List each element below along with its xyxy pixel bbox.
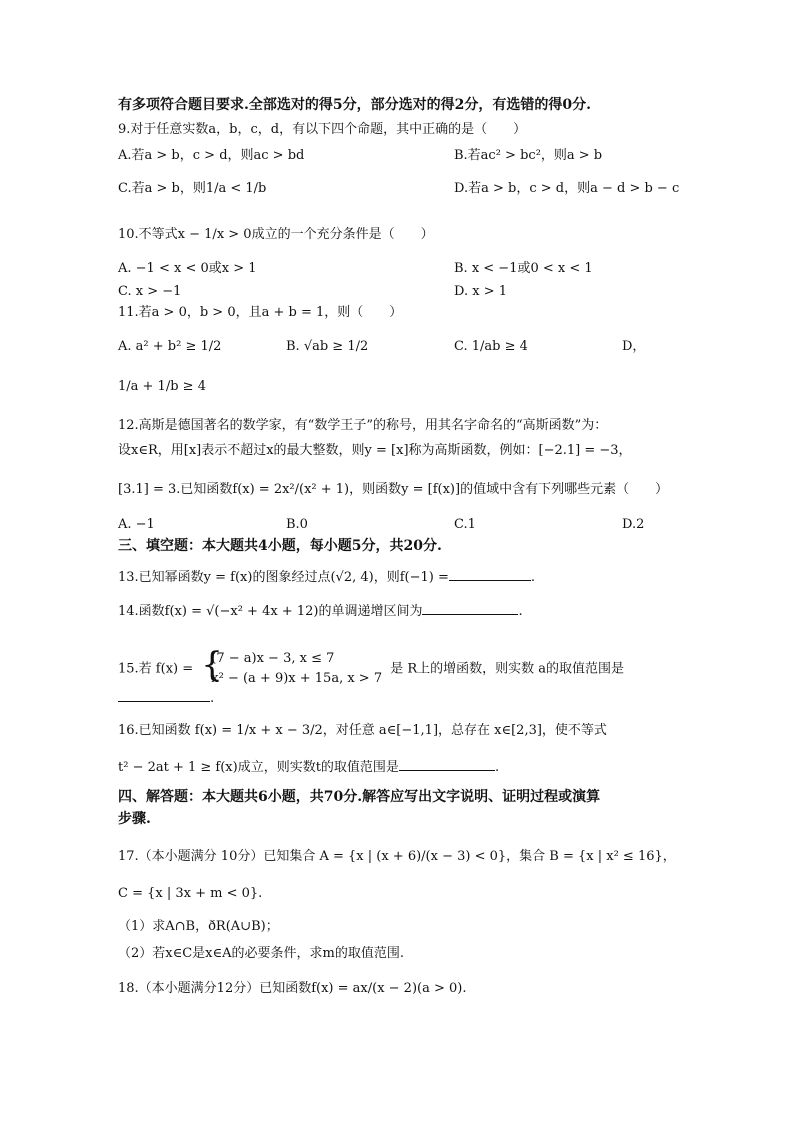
q12-option-a: A. −1	[118, 517, 155, 532]
q13-text: 13.已知幂函数y = f(x)的图象经过点(√2, 4)，则f(−1) =	[118, 570, 449, 585]
q14-text: 14.函数f(x) = √(−x² + 4x + 12)的单调递增区间为	[118, 604, 423, 619]
q15-case-2: x² − (a + 9)x + 15a, x > 7	[211, 671, 383, 686]
q12-line-3: [3.1] = 3.已知函数f(x) = 2x²/(x² + 1)，则函数y = [f(x)]的值域中含有下列哪些元素（ ）	[118, 482, 669, 497]
q16-line-1: 16.已知函数 f(x) = 1/x + x − 3/2，对任意 a∈[−1,1]，总存在 x∈[2,3]，使不等式	[118, 723, 607, 738]
q12-option-d: D.2	[622, 517, 645, 532]
q12-option-c: C.1	[454, 517, 476, 532]
q10-stem: 10.不等式x − 1/x > 0成立的一个充分条件是（ ）	[118, 227, 434, 242]
q11-option-a: A. a² + b² ≥ 1/2	[118, 339, 222, 354]
section-intro: 有多项符合题目要求.全部选对的得5分，部分选对的得2分，有选错的得0分.	[118, 97, 591, 113]
q13: 13.已知幂函数y = f(x)的图象经过点(√2, 4)，则f(−1) = .	[118, 566, 535, 587]
q11-option-d-body: 1/a + 1/b ≥ 4	[118, 379, 206, 394]
q11-option-d-label: D，	[622, 339, 646, 354]
q15-piecewise	[201, 645, 383, 689]
section-3-heading: 三、填空题：本大题共4小题，每小题5分，共20分.	[118, 538, 442, 554]
q15-answer-line: .	[118, 687, 214, 708]
q12-option-b: B.0	[286, 517, 308, 532]
section-4-heading-line-1: 四、解答题：本大题共6小题，共70分.解答应写出文字说明、证明过程或演算	[118, 789, 601, 805]
q9-option-c: C.若a > b，则1/a < 1/b	[118, 181, 267, 196]
q11-option-c: C. 1/ab ≥ 4	[454, 339, 528, 354]
q16-answer-blank	[399, 756, 495, 771]
q11-stem: 11.若a > 0，b > 0，且a + b = 1，则（ ）	[118, 305, 403, 320]
q14: 14.函数f(x) = √(−x² + 4x + 12)的单调递增区间为 .	[118, 600, 523, 621]
q10-option-c: C. x > −1	[118, 284, 182, 299]
q10-option-a: A. −1 < x < 0或x > 1	[118, 261, 257, 276]
q17-part-1: （1）求A∩B，ðR(A∪B)；	[118, 919, 279, 934]
q10-option-b: B. x < −1或0 < x < 1	[454, 261, 593, 276]
q15-case-1: (7 − a)x − 3, x ≤ 7	[211, 651, 335, 666]
q9-option-b: B.若ac² > bc²，则a > b	[454, 148, 603, 163]
q14-answer-blank	[422, 600, 518, 615]
q9-option-d: D.若a > b，c > d，则a − d > b − c	[454, 181, 680, 196]
q10-option-d: D. x > 1	[454, 284, 507, 299]
q17-part-2: （2）若x∈C是x∈A的必要条件，求m的取值范围.	[118, 946, 404, 961]
q12-line-1: 12.高斯是德国著名的数学家，有“数学王子”的称号，用其名字命名的“高斯函数”为：	[118, 418, 608, 433]
q15-prefix: 15.若 f(x) =	[118, 661, 194, 677]
q9-stem: 9.对于任意实数a，b，c，d，有以下四个命题，其中正确的是（ ）	[118, 122, 527, 137]
section-4-heading-line-2: 步骤.	[118, 811, 151, 827]
q15-suffix: 是 R上的增函数，则实数 a的取值范围是	[390, 661, 625, 677]
q17-line-2: C = {x | 3x + m < 0}.	[118, 886, 263, 901]
q11-option-b: B. √ab ≥ 1/2	[286, 339, 369, 354]
piecewise-brace-icon: {	[201, 645, 223, 685]
q15	[118, 645, 625, 689]
q12-line-2: 设x∈R，用[x]表示不超过x的最大整数，则y = [x]称为高斯函数，例如：[−2.1] = −3，	[118, 443, 632, 458]
q13-answer-blank	[449, 566, 531, 581]
q16-line-2-text: t² − 2at + 1 ≥ f(x)成立，则实数t的取值范围是	[118, 760, 399, 775]
q15-answer-blank	[118, 687, 210, 702]
q17-line-1: 17.（本小题满分 10分）已知集合 A = {x | (x + 6)/(x − 3) < 0}，集合 B = {x | x² ≤ 16}，	[118, 849, 676, 864]
q16-line-2: t² − 2at + 1 ≥ f(x)成立，则实数t的取值范围是 .	[118, 756, 499, 777]
q18: 18.（本小题满分12分）已知函数f(x) = ax/(x − 2)(a > 0).	[118, 981, 467, 996]
q9-option-a: A.若a > b，c > d，则ac > bd	[118, 148, 305, 163]
